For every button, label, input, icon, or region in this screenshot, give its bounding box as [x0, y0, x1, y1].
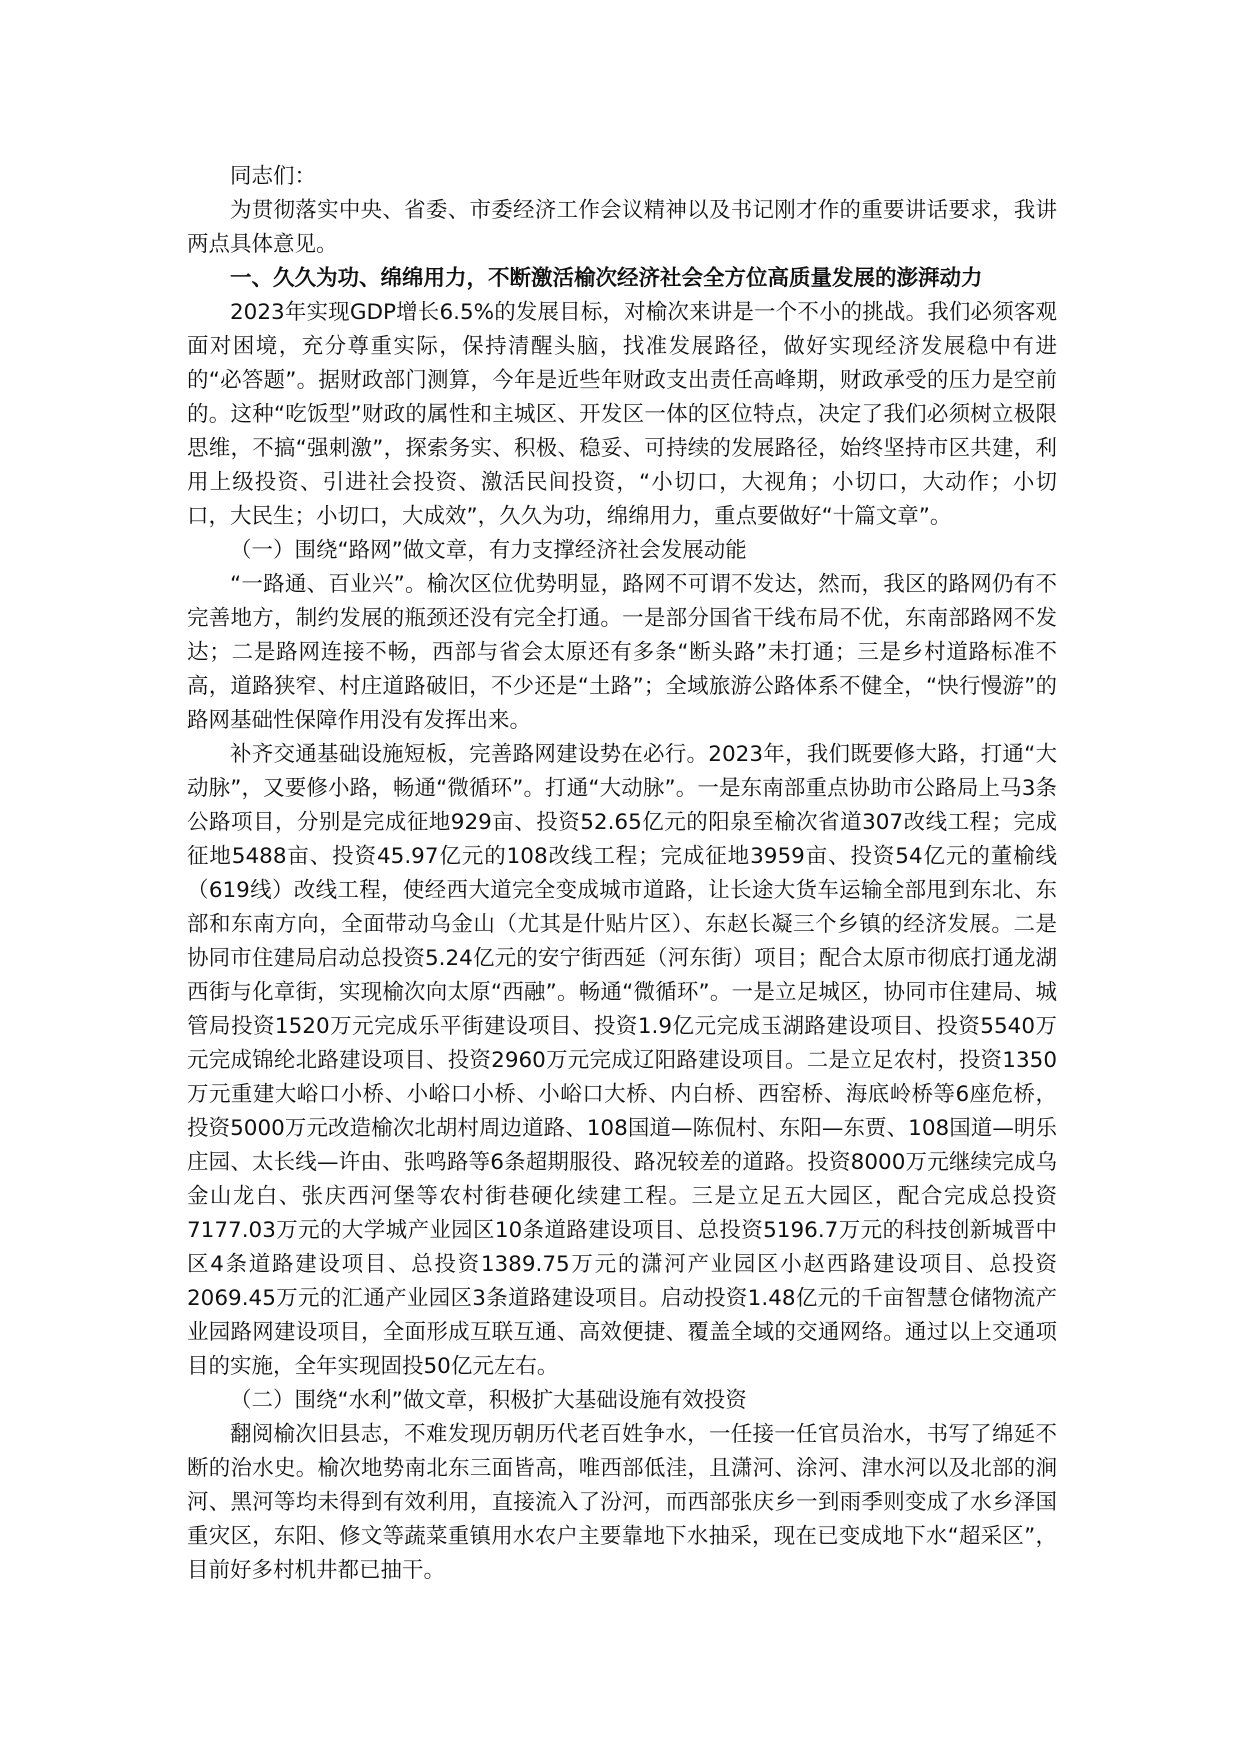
body-paragraph-4: 翻阅榆次旧县志，不难发现历朝历代老百姓争水，一任接一任官员治水，书写了绵延不断的治水史。榆次地势南北东三面皆高，唯西部低洼，且潇河、涂河、津水河以及北部的涧河、黑河等均未得到有效利用，直接流入了汾河，而西部张庆乡一到雨季则变成了水乡泽国重灾区，东阳、修文等蔬菜重镇用水农户主要靠地下水抽采，现在已变成地下水“超采区”，目前好多村机井都已抽干。 — [187, 1422, 1057, 1583]
intro-paragraph: 为贯彻落实中央、省委、市委经济工作会议精神以及书记刚才作的重要讲话要求，我讲两点具体意见。 — [187, 198, 1057, 257]
section-heading-1: 一、久久为功、绵绵用力，不断激活榆次经济社会全方位高质量发展的澎湃动力 — [230, 266, 983, 291]
salutation: 同志们： — [230, 164, 317, 189]
body-paragraph-3: 补齐交通基础设施短板，完善路网建设势在必行。2023年，我们既要修大路，打通“大动脉”，又要修小路，畅通“微循环”。打通“大动脉”。一是东南部重点协助市公路局上马3条公路项目，分别是完成征地929亩、投资52.65亿元的阳泉至榆次省道307改线工程；完成征地5488亩、投资45.97亿元的108改线工程；完成征地3959亩、投资54亿元的董榆线（619线）改线工程，使经西大道完全变成城市道路，让长途大货车运输全部甩到东北、东部和东南方向，全面带动乌金山（尤其是什贴片区）、东赵长凝三个乡镇的经济发展。二是协同市住建局启动总投资5.24亿元的安宁街西延（河东街）项目；配合太原市彻底打通龙湖西街与化章街，实现榆次向太原“西融”。畅通“微循环”。一是立足城区，协同市住建局、城管局投资1520万元完成乐平街建设项目、投资1.9亿元完成玉湖路建设项目、投资5540万元完成锦纶北路建设项目、投资2960万元完成辽阳路建设项目。二是立足农村，投资1350万元重建大峪口小桥、小峪口小桥、小峪口大桥、内白桥、西窑桥、海底岭桥等6座危桥，投资5000万元改造榆次北胡村周边道路、108国道—陈侃村、东阳—东贾、108国道—明乐庄园、太长线—许由、张鸣路等6条超期服役、路况较差的道路。投资8000万元继续完成乌金山龙白、张庆西河堡等农村街巷硬化续建工程。三是立足五大园区，配合完成总投资7177.03万元的大学城产业园区10条道路建设项目、总投资5196.7万元的科技创新城晋中区4条道路建设项目、总投资1389.75万元的潇河产业园区小赵西路建设项目、总投资2069.45万元的汇通产业园区3条道路建设项目。启动投资1.48亿元的千亩智慧仓储物流产业园路网建设项目，全面形成互联互通、高效便捷、覆盖全域的交通网络。通过以上交通项目的实施，全年实现固投50亿元左右。 — [187, 742, 1057, 1379]
document-body — [187, 160, 1057, 1588]
body-paragraph-2: “一路通、百业兴”。榆次区位优势明显，路网不可谓不发达，然而，我区的路网仍有不完善地方，制约发展的瓶颈还没有完全打通。一是部分国省干线布局不优，东南部路网不发达；二是路网连接不畅，西部与省会太原还有多条“断头路”未打通；三是乡村道路标准不高，道路狭窄、村庄道路破旧，不少还是“土路”；全域旅游公路体系不健全，“快行慢游”的路网基础性保障作用没有发挥出来。 — [187, 572, 1057, 733]
subsection-heading-1: （一）围绕“路网”做文章，有力支撑经济社会发展动能 — [230, 538, 747, 563]
body-paragraph-1: 2023年实现GDP增长6.5%的发展目标，对榆次来讲是一个不小的挑战。我们必须客观面对困境，充分尊重实际，保持清醒头脑，找准发展路径，做好实现经济发展稳中有进的“必答题”。据财政部门测算，今年是近些年财政支出责任高峰期，财政承受的压力是空前的。这种“吃饭型”财政的属性和主城区、开发区一体的区位特点，决定了我们必须树立极限思维，不搞“强刺激”，探索务实、积极、稳妥、可持续的发展路径，始终坚持市区共建，利用上级投资、引进社会投资、激活民间投资，“小切口，大视角；小切口，大动作；小切口，大民生；小切口，大成效”，久久为功，绵绵用力，重点要做好“十篇文章”。 — [187, 300, 1057, 529]
subsection-heading-2: （二）围绕“水利”做文章，积极扩大基础设施有效投资 — [230, 1388, 747, 1413]
